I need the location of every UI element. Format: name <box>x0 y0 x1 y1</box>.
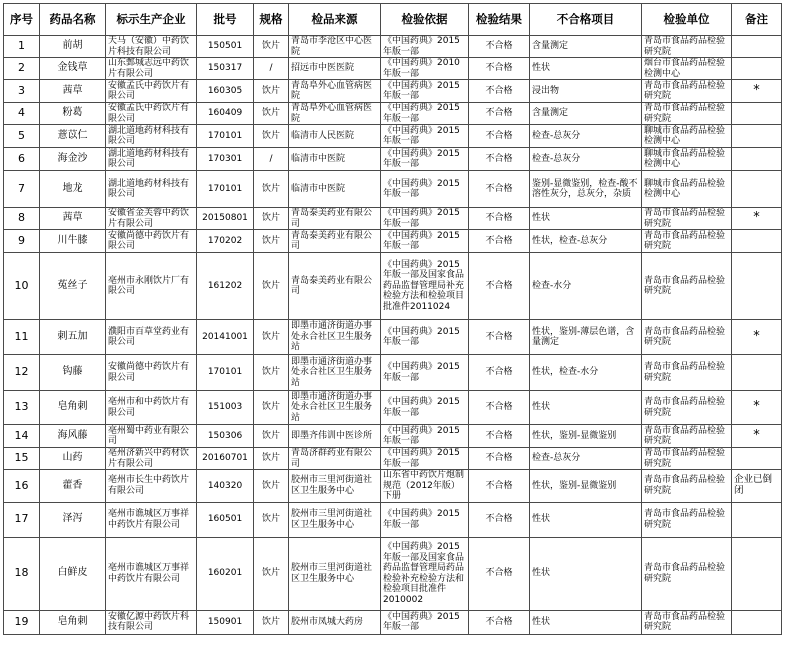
batch-number-cell: 151003 <box>197 391 254 425</box>
failed-items-cell: 性状，鉴别-薄层色谱，含量测定 <box>530 320 642 355</box>
inspection-unit-cell: 聊城市食品药品检验检测中心 <box>642 125 732 148</box>
table-row <box>4 537 782 610</box>
batch-number-cell: 170301 <box>197 148 254 171</box>
remark-cell <box>732 610 782 634</box>
drug-name-cell: 白鲜皮 <box>40 537 106 610</box>
inspection-basis-cell: 《中国药典》2015年版一部 <box>381 425 469 448</box>
header-cell: 检验结果 <box>469 4 530 36</box>
inspection-result-cell: 不合格 <box>469 355 530 391</box>
sample-source-cell: 临清市中医院 <box>289 148 381 171</box>
specification-cell: 饮片 <box>254 103 289 125</box>
inspection-unit-cell: 青岛市食品药品检验研究院 <box>642 502 732 537</box>
inspection-result-cell: 不合格 <box>469 171 530 208</box>
remark-cell <box>732 171 782 208</box>
remark-cell <box>732 125 782 148</box>
batch-number-cell: 170101 <box>197 125 254 148</box>
header-row <box>4 4 782 36</box>
manufacturer-cell: 安徽尚德中药饮片有限公司 <box>106 230 197 253</box>
specification-cell: 饮片 <box>254 36 289 58</box>
inspection-unit-cell: 青岛市食品药品检验研究院 <box>642 36 732 58</box>
manufacturer-cell: 湖北道地药材科技有限公司 <box>106 171 197 208</box>
inspection-unit-cell: 青岛市食品药品检验研究院 <box>642 448 732 470</box>
failed-items-cell: 鉴别-显微鉴别，检查-酸不溶性灰分，总灰分，杂质 <box>530 171 642 208</box>
inspection-basis-cell: 《中国药典》2015年版一部及国家食品药品监督管理局药品检验补充检验方法和检验项目批准件2010002 <box>381 537 469 610</box>
failed-items-cell: 性状，鉴别-显微鉴别 <box>530 425 642 448</box>
specification-cell: 饮片 <box>254 171 289 208</box>
batch-number-cell: 160501 <box>197 502 254 537</box>
failed-items-cell: 性状，检查-水分 <box>530 355 642 391</box>
drug-name-cell: 茜草 <box>40 80 106 103</box>
inspection-unit-cell: 青岛市食品药品检验研究院 <box>642 230 732 253</box>
table-row <box>4 253 782 320</box>
inspection-basis-cell: 《中国药典》2015年版一部 <box>381 208 469 230</box>
table-row <box>4 171 782 208</box>
drug-name-cell: 川牛膝 <box>40 230 106 253</box>
header-cell: 批号 <box>197 4 254 36</box>
table-row <box>4 208 782 230</box>
inspection-unit-cell: 青岛市食品药品检验研究院 <box>642 470 732 503</box>
inspection-result-cell: 不合格 <box>469 391 530 425</box>
inspection-result-cell: 不合格 <box>469 36 530 58</box>
row-number-cell: 1 <box>4 36 40 58</box>
remark-cell: * <box>732 425 782 448</box>
drug-name-cell: 粉葛 <box>40 103 106 125</box>
row-number-cell: 12 <box>4 355 40 391</box>
drug-name-cell: 薏苡仁 <box>40 125 106 148</box>
row-number-cell: 11 <box>4 320 40 355</box>
manufacturer-cell: 亳州市谯城区万事祥中药饮片有限公司 <box>106 537 197 610</box>
batch-number-cell: 150501 <box>197 36 254 58</box>
sample-source-cell: 青岛阜外心血管病医院 <box>289 80 381 103</box>
batch-number-cell: 140320 <box>197 470 254 503</box>
inspection-result-cell: 不合格 <box>469 610 530 634</box>
header-cell: 检验依据 <box>381 4 469 36</box>
failed-items-cell: 检查-水分 <box>530 253 642 320</box>
inspection-result-cell: 不合格 <box>469 537 530 610</box>
inspection-unit-cell: 青岛市食品药品检验研究院 <box>642 80 732 103</box>
manufacturer-cell: 天马（安徽）中药饮片科技有限公司 <box>106 36 197 58</box>
inspection-result-cell: 不合格 <box>469 502 530 537</box>
specification-cell: 饮片 <box>254 391 289 425</box>
inspection-result-cell: 不合格 <box>469 208 530 230</box>
batch-number-cell: 150901 <box>197 610 254 634</box>
manufacturer-cell: 安徽亿源中药饮片科技有限公司 <box>106 610 197 634</box>
specification-cell: 饮片 <box>254 320 289 355</box>
batch-number-cell: 160201 <box>197 537 254 610</box>
failed-items-cell: 性状，鉴别-显微鉴别 <box>530 470 642 503</box>
manufacturer-cell: 安徽孟氏中药饮片有限公司 <box>106 103 197 125</box>
drug-name-cell: 刺五加 <box>40 320 106 355</box>
header-cell: 规格 <box>254 4 289 36</box>
inspection-basis-cell: 《中国药典》2015年版一部 <box>381 610 469 634</box>
sample-source-cell: 胶州市三里河街道社区卫生服务中心 <box>289 502 381 537</box>
remark-cell: * <box>732 80 782 103</box>
sample-source-cell: 青岛济群药业有限公司 <box>289 448 381 470</box>
sample-source-cell: 青岛泰美药业有限公司 <box>289 253 381 320</box>
remark-cell: * <box>732 320 782 355</box>
header-cell: 不合格项目 <box>530 4 642 36</box>
table-row <box>4 80 782 103</box>
manufacturer-cell: 安徽尚德中药饮片有限公司 <box>106 355 197 391</box>
specification-cell: / <box>254 58 289 80</box>
specification-cell: 饮片 <box>254 470 289 503</box>
sample-source-cell: 临清市中医院 <box>289 171 381 208</box>
specification-cell: 饮片 <box>254 502 289 537</box>
remark-cell <box>732 537 782 610</box>
row-number-cell: 3 <box>4 80 40 103</box>
sample-source-cell: 青岛阜外心血管病医院 <box>289 103 381 125</box>
table-row <box>4 391 782 425</box>
failed-items-cell: 性状 <box>530 58 642 80</box>
specification-cell: / <box>254 148 289 171</box>
header-cell: 检验单位 <box>642 4 732 36</box>
failed-items-cell: 检查-总灰分 <box>530 148 642 171</box>
sample-source-cell: 即墨市通济街道办事处永合社区卫生服务站 <box>289 320 381 355</box>
remark-cell: 企业已倒闭 <box>732 470 782 503</box>
failed-items-cell: 性状 <box>530 208 642 230</box>
inspection-result-cell: 不合格 <box>469 320 530 355</box>
inspection-result-cell: 不合格 <box>469 103 530 125</box>
row-number-cell: 2 <box>4 58 40 80</box>
row-number-cell: 17 <box>4 502 40 537</box>
manufacturer-cell: 亳州蜀中药业有限公司 <box>106 425 197 448</box>
manufacturer-cell: 安徽孟氏中药饮片有限公司 <box>106 80 197 103</box>
sample-source-cell: 胶州市三里河街道社区卫生服务中心 <box>289 537 381 610</box>
sample-source-cell: 胶州市凤城大药房 <box>289 610 381 634</box>
failed-items-cell: 性状 <box>530 502 642 537</box>
inspection-unit-cell: 聊城市食品药品检验检测中心 <box>642 148 732 171</box>
sample-source-cell: 临清市人民医院 <box>289 125 381 148</box>
inspection-result-cell: 不合格 <box>469 448 530 470</box>
manufacturer-cell: 亳州济新兴中药材饮片有限公司 <box>106 448 197 470</box>
batch-number-cell: 160305 <box>197 80 254 103</box>
inspection-unit-cell: 青岛市食品药品检验研究院 <box>642 208 732 230</box>
specification-cell: 饮片 <box>254 448 289 470</box>
failed-items-cell: 性状 <box>530 537 642 610</box>
sample-source-cell: 即墨市通济街道办事处永合社区卫生服务站 <box>289 355 381 391</box>
inspection-basis-cell: 《中国药典》2010年版一部 <box>381 58 469 80</box>
specification-cell: 饮片 <box>254 80 289 103</box>
batch-number-cell: 170101 <box>197 355 254 391</box>
inspection-basis-cell: 《中国药典》2015年版一部及国家食品药品监督管理局补充检验方法和检验项目批准件2011024 <box>381 253 469 320</box>
inspection-result-cell: 不合格 <box>469 148 530 171</box>
inspection-basis-cell: 《中国药典》2015年版一部 <box>381 230 469 253</box>
table-row <box>4 125 782 148</box>
batch-number-cell: 170202 <box>197 230 254 253</box>
batch-number-cell: 150317 <box>197 58 254 80</box>
row-number-cell: 7 <box>4 171 40 208</box>
table-row <box>4 230 782 253</box>
manufacturer-cell: 亳州市长生中药饮片有限公司 <box>106 470 197 503</box>
sample-source-cell: 即墨齐伟训中医诊所 <box>289 425 381 448</box>
table-row <box>4 425 782 448</box>
failed-items-cell: 含量测定 <box>530 36 642 58</box>
inspection-unit-cell: 青岛市食品药品检验研究院 <box>642 610 732 634</box>
manufacturer-cell: 亳州市谯城区万事祥中药饮片有限公司 <box>106 502 197 537</box>
inspection-unit-cell: 青岛市食品药品检验研究院 <box>642 391 732 425</box>
inspection-basis-cell: 《中国药典》2015年版一部 <box>381 502 469 537</box>
specification-cell: 饮片 <box>254 537 289 610</box>
batch-number-cell: 161202 <box>197 253 254 320</box>
remark-cell: * <box>732 391 782 425</box>
drug-name-cell: 藿香 <box>40 470 106 503</box>
row-number-cell: 5 <box>4 125 40 148</box>
remark-cell <box>732 103 782 125</box>
sample-source-cell: 胶州市三里河街道社区卫生服务中心 <box>289 470 381 503</box>
manufacturer-cell: 安徽省金芙蓉中药饮片有限公司 <box>106 208 197 230</box>
inspection-basis-cell: 《中国药典》2015年版一部 <box>381 391 469 425</box>
drug-name-cell: 皂角刺 <box>40 610 106 634</box>
table-row <box>4 36 782 58</box>
inspection-result-cell: 不合格 <box>469 80 530 103</box>
inspection-unit-cell: 烟台市食品药品检验检测中心 <box>642 58 732 80</box>
inspection-basis-cell: 《中国药典》2015年版一部 <box>381 448 469 470</box>
inspection-unit-cell: 青岛市食品药品检验研究院 <box>642 537 732 610</box>
inspection-basis-cell: 《中国药典》2015年版一部 <box>381 320 469 355</box>
row-number-cell: 8 <box>4 208 40 230</box>
table-row <box>4 355 782 391</box>
header-cell: 检品来源 <box>289 4 381 36</box>
table-row <box>4 470 782 503</box>
manufacturer-cell: 亳州市和中药饮片有限公司 <box>106 391 197 425</box>
sample-source-cell: 青岛市李沧区中心医院 <box>289 36 381 58</box>
inspection-unit-cell: 青岛市食品药品检验研究院 <box>642 425 732 448</box>
inspection-result-cell: 不合格 <box>469 425 530 448</box>
drug-name-cell: 菟丝子 <box>40 253 106 320</box>
row-number-cell: 9 <box>4 230 40 253</box>
specification-cell: 饮片 <box>254 253 289 320</box>
failed-items-cell: 检查-总灰分 <box>530 125 642 148</box>
drug-name-cell: 海风藤 <box>40 425 106 448</box>
inspection-basis-cell: 《中国药典》2015年版一部 <box>381 355 469 391</box>
inspection-unit-cell: 青岛市食品药品检验研究院 <box>642 103 732 125</box>
header-cell: 标示生产企业 <box>106 4 197 36</box>
remark-cell <box>732 253 782 320</box>
batch-number-cell: 20160701 <box>197 448 254 470</box>
drug-name-cell: 钩藤 <box>40 355 106 391</box>
inspection-unit-cell: 青岛市食品药品检验研究院 <box>642 320 732 355</box>
failed-items-cell: 检查-总灰分 <box>530 448 642 470</box>
drug-name-cell: 金钱草 <box>40 58 106 80</box>
inspection-basis-cell: 《中国药典》2015年版一部 <box>381 103 469 125</box>
drug-name-cell: 地龙 <box>40 171 106 208</box>
row-number-cell: 15 <box>4 448 40 470</box>
sample-source-cell: 青岛泰美药业有限公司 <box>289 208 381 230</box>
row-number-cell: 13 <box>4 391 40 425</box>
manufacturer-cell: 亳州市永刚饮片厂有限公司 <box>106 253 197 320</box>
remark-cell <box>732 502 782 537</box>
manufacturer-cell: 湖北道地药材科技有限公司 <box>106 148 197 171</box>
table-row <box>4 320 782 355</box>
manufacturer-cell: 濮阳市百草堂药业有限公司 <box>106 320 197 355</box>
row-number-cell: 16 <box>4 470 40 503</box>
remark-cell <box>732 230 782 253</box>
drug-name-cell: 茜草 <box>40 208 106 230</box>
inspection-basis-cell: 《中国药典》2015年版一部 <box>381 148 469 171</box>
header-cell: 药品名称 <box>40 4 106 36</box>
row-number-cell: 14 <box>4 425 40 448</box>
header-cell: 备注 <box>732 4 782 36</box>
batch-number-cell: 20150801 <box>197 208 254 230</box>
table-row <box>4 148 782 171</box>
inspection-basis-cell: 《中国药典》2015年版一部 <box>381 80 469 103</box>
row-number-cell: 6 <box>4 148 40 171</box>
failed-items-cell: 性状 <box>530 391 642 425</box>
specification-cell: 饮片 <box>254 425 289 448</box>
batch-number-cell: 20141001 <box>197 320 254 355</box>
header-cell: 序号 <box>4 4 40 36</box>
drug-name-cell: 皂角刺 <box>40 391 106 425</box>
batch-number-cell: 150306 <box>197 425 254 448</box>
remark-cell <box>732 148 782 171</box>
batch-number-cell: 160409 <box>197 103 254 125</box>
manufacturer-cell: 湖北道地药材科技有限公司 <box>106 125 197 148</box>
row-number-cell: 18 <box>4 537 40 610</box>
remark-cell <box>732 36 782 58</box>
sample-source-cell: 招远市中医医院 <box>289 58 381 80</box>
drug-name-cell: 前胡 <box>40 36 106 58</box>
inspection-result-cell: 不合格 <box>469 230 530 253</box>
inspection-basis-cell: 山东省中药饮片炮制规范（2012年版）下册 <box>381 470 469 503</box>
remark-cell <box>732 58 782 80</box>
inspection-unit-cell: 青岛市食品药品检验研究院 <box>642 355 732 391</box>
inspection-basis-cell: 《中国药典》2015年版一部 <box>381 125 469 148</box>
failed-items-cell: 浸出物 <box>530 80 642 103</box>
inspection-basis-cell: 《中国药典》2015年版一部 <box>381 171 469 208</box>
specification-cell: 饮片 <box>254 355 289 391</box>
failed-items-cell: 含量测定 <box>530 103 642 125</box>
inspection-basis-cell: 《中国药典》2015年版一部 <box>381 36 469 58</box>
drug-name-cell: 山药 <box>40 448 106 470</box>
remark-cell: * <box>732 208 782 230</box>
document-page <box>3 3 782 635</box>
specification-cell: 饮片 <box>254 610 289 634</box>
drug-name-cell: 海金沙 <box>40 148 106 171</box>
specification-cell: 饮片 <box>254 125 289 148</box>
inspection-unit-cell: 青岛市食品药品检验研究院 <box>642 253 732 320</box>
table-row <box>4 58 782 80</box>
table-row <box>4 610 782 634</box>
row-number-cell: 19 <box>4 610 40 634</box>
specification-cell: 饮片 <box>254 230 289 253</box>
sample-source-cell: 即墨市通济街道办事处永合社区卫生服务站 <box>289 391 381 425</box>
failed-items-cell: 性状 <box>530 610 642 634</box>
remark-cell <box>732 448 782 470</box>
sample-source-cell: 青岛泰美药业有限公司 <box>289 230 381 253</box>
table-row <box>4 502 782 537</box>
specification-cell: 饮片 <box>254 208 289 230</box>
table-row <box>4 103 782 125</box>
manufacturer-cell: 山东鄄城志远中药饮片有限公司 <box>106 58 197 80</box>
drug-name-cell: 泽泻 <box>40 502 106 537</box>
row-number-cell: 4 <box>4 103 40 125</box>
inspection-result-cell: 不合格 <box>469 253 530 320</box>
batch-number-cell: 170101 <box>197 171 254 208</box>
inspection-result-cell: 不合格 <box>469 125 530 148</box>
table-row <box>4 448 782 470</box>
inspection-result-cell: 不合格 <box>469 58 530 80</box>
inspection-unit-cell: 聊城市食品药品检验检测中心 <box>642 171 732 208</box>
inspection-result-cell: 不合格 <box>469 470 530 503</box>
remark-cell <box>732 355 782 391</box>
inspection-table <box>3 3 782 635</box>
row-number-cell: 10 <box>4 253 40 320</box>
failed-items-cell: 性状，检查-总灰分 <box>530 230 642 253</box>
